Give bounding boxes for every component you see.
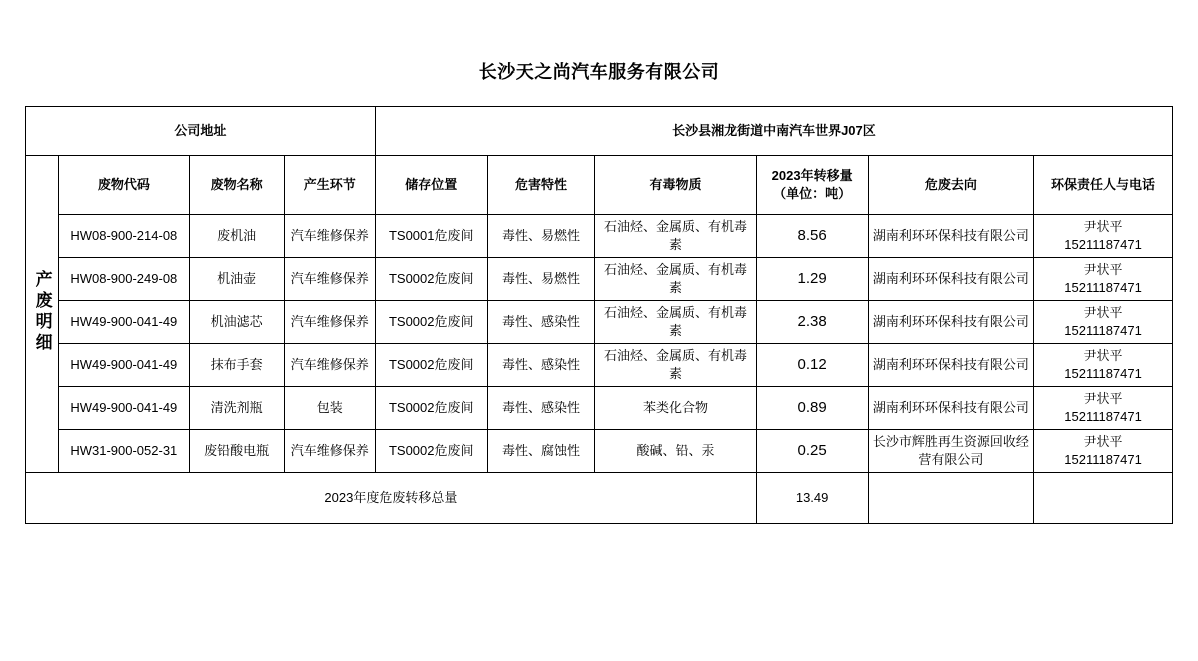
cell-hazard: 毒性、感染性 <box>487 301 595 344</box>
header-toxic: 有毒物质 <box>595 156 756 215</box>
responsible-name: 尹状平 <box>1083 434 1123 450</box>
address-row <box>26 107 1173 156</box>
total-blank-destination <box>868 473 1034 524</box>
cell-storage: TS0002危废间 <box>375 387 487 430</box>
responsible-phone: 15211187471 <box>1064 452 1142 467</box>
responsible-name: 尹状平 <box>1083 262 1123 278</box>
cell-destination: 湖南利环环保科技有限公司 <box>868 387 1034 430</box>
cell-toxic: 石油烃、金属质、有机毒素 <box>595 344 756 387</box>
cell-toxic: 酸碱、铅、汞 <box>595 430 756 473</box>
cell-amount: 0.25 <box>756 430 868 473</box>
header-amount-line1: 2023年转移量 <box>771 167 853 183</box>
responsible-name: 尹状平 <box>1083 305 1123 321</box>
cell-stage: 汽车维修保养 <box>284 344 375 387</box>
responsible-name: 尹状平 <box>1083 219 1123 235</box>
total-blank-responsible <box>1034 473 1173 524</box>
cell-hazard: 毒性、腐蚀性 <box>487 430 595 473</box>
cell-name: 机油滤芯 <box>189 301 284 344</box>
page-title: 长沙天之尚汽车服务有限公司 <box>478 62 720 82</box>
table-header-row <box>26 156 1173 215</box>
total-label: 2023年度危废转移总量 <box>26 473 757 524</box>
cell-toxic: 石油烃、金属质、有机毒素 <box>595 258 756 301</box>
table-row <box>26 215 1173 258</box>
document-page <box>0 58 1198 661</box>
cell-storage: TS0002危废间 <box>375 301 487 344</box>
header-amount <box>756 156 868 215</box>
cell-code: HW49-900-041-49 <box>59 387 189 430</box>
header-hazard: 危害特性 <box>487 156 595 215</box>
cell-code: HW31-900-052-31 <box>59 430 189 473</box>
cell-stage: 汽车维修保养 <box>284 430 375 473</box>
cell-amount: 1.29 <box>756 258 868 301</box>
cell-hazard: 毒性、感染性 <box>487 344 595 387</box>
cell-responsible <box>1034 301 1173 344</box>
waste-detail-table <box>25 106 1173 524</box>
responsible-name: 尹状平 <box>1083 391 1123 407</box>
cell-amount: 0.89 <box>756 387 868 430</box>
responsible-phone: 15211187471 <box>1064 323 1142 338</box>
header-destination: 危废去向 <box>868 156 1034 215</box>
table-row <box>26 387 1173 430</box>
cell-code: HW49-900-041-49 <box>59 344 189 387</box>
cell-hazard: 毒性、易燃性 <box>487 215 595 258</box>
cell-name: 抹布手套 <box>189 344 284 387</box>
cell-destination: 湖南利环环保科技有限公司 <box>868 301 1034 344</box>
cell-amount: 0.12 <box>756 344 868 387</box>
cell-name: 废铅酸电瓶 <box>189 430 284 473</box>
header-amount-line2: （单位：吨） <box>773 186 852 201</box>
header-code: 废物代码 <box>59 156 189 215</box>
cell-name: 废机油 <box>189 215 284 258</box>
cell-hazard: 毒性、易燃性 <box>487 258 595 301</box>
responsible-name: 尹状平 <box>1083 348 1123 364</box>
address-value: 长沙县湘龙街道中南汽车世界J07区 <box>375 107 1172 156</box>
cell-toxic: 石油烃、金属质、有机毒素 <box>595 215 756 258</box>
cell-name: 机油壶 <box>189 258 284 301</box>
cell-toxic: 苯类化合物 <box>595 387 756 430</box>
cell-responsible <box>1034 430 1173 473</box>
cell-destination: 湖南利环环保科技有限公司 <box>868 258 1034 301</box>
cell-destination: 湖南利环环保科技有限公司 <box>868 344 1034 387</box>
address-label: 公司地址 <box>26 107 376 156</box>
cell-storage: TS0002危废间 <box>375 344 487 387</box>
table-row <box>26 258 1173 301</box>
waste-detail-table-wrapper <box>25 106 1173 524</box>
header-stage: 产生环节 <box>284 156 375 215</box>
header-name: 废物名称 <box>189 156 284 215</box>
section-label-text: 产废明细 <box>32 269 52 354</box>
cell-storage: TS0002危废间 <box>375 258 487 301</box>
table-row <box>26 344 1173 387</box>
cell-code: HW08-900-249-08 <box>59 258 189 301</box>
cell-code: HW49-900-041-49 <box>59 301 189 344</box>
responsible-phone: 15211187471 <box>1064 366 1142 381</box>
cell-stage: 汽车维修保养 <box>284 301 375 344</box>
responsible-phone: 15211187471 <box>1064 280 1142 295</box>
header-responsible: 环保责任人与电话 <box>1034 156 1173 215</box>
cell-code: HW08-900-214-08 <box>59 215 189 258</box>
cell-storage: TS0001危废间 <box>375 215 487 258</box>
cell-responsible <box>1034 387 1173 430</box>
total-value: 13.49 <box>756 473 868 524</box>
table-row <box>26 430 1173 473</box>
cell-name: 清洗剂瓶 <box>189 387 284 430</box>
cell-stage: 包装 <box>284 387 375 430</box>
cell-responsible <box>1034 344 1173 387</box>
total-row <box>26 473 1173 524</box>
cell-hazard: 毒性、感染性 <box>487 387 595 430</box>
cell-storage: TS0002危废间 <box>375 430 487 473</box>
cell-amount: 8.56 <box>756 215 868 258</box>
cell-destination: 湖南利环环保科技有限公司 <box>868 215 1034 258</box>
header-storage: 储存位置 <box>375 156 487 215</box>
section-label-vertical <box>26 156 59 473</box>
cell-destination: 长沙市辉胜再生资源回收经营有限公司 <box>868 430 1034 473</box>
cell-stage: 汽车维修保养 <box>284 258 375 301</box>
cell-amount: 2.38 <box>756 301 868 344</box>
cell-toxic: 石油烃、金属质、有机毒素 <box>595 301 756 344</box>
cell-stage: 汽车维修保养 <box>284 215 375 258</box>
responsible-phone: 15211187471 <box>1064 409 1142 424</box>
responsible-phone: 15211187471 <box>1064 237 1142 252</box>
table-row <box>26 301 1173 344</box>
cell-responsible <box>1034 215 1173 258</box>
cell-responsible <box>1034 258 1173 301</box>
